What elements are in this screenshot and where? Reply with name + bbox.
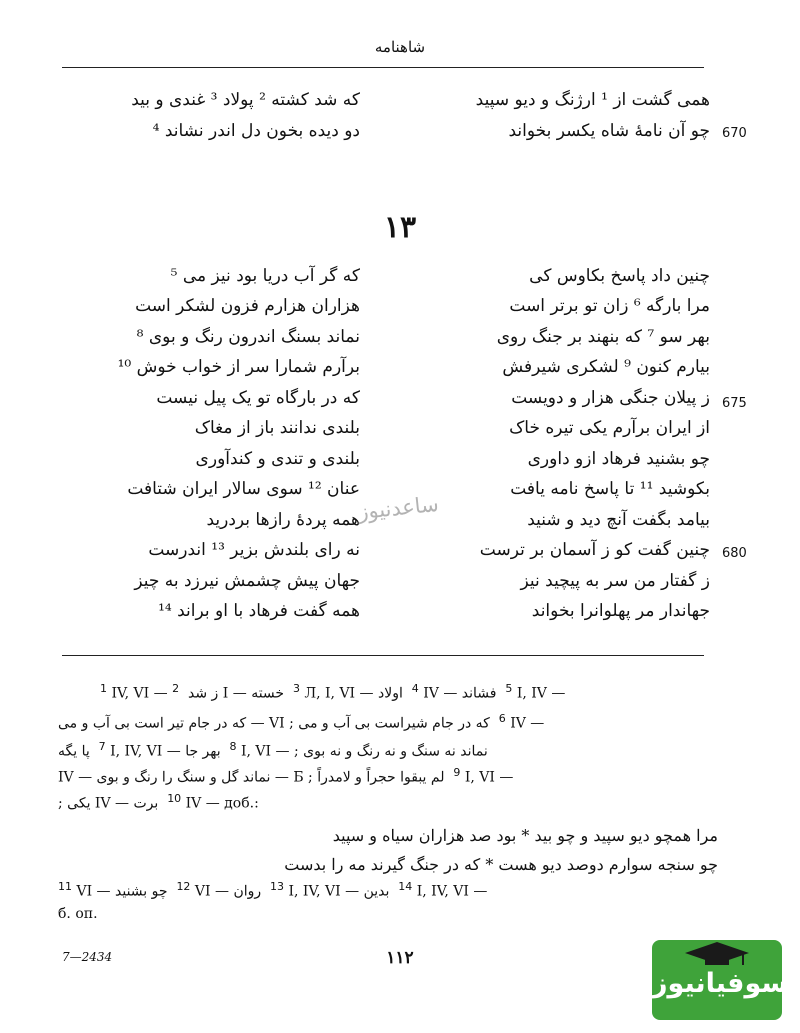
fn-13-tag: I, IV, VI — <box>288 883 360 900</box>
fn-3-tag: Л, I, VI — <box>304 685 374 702</box>
footnote-line-4 <box>58 766 513 786</box>
fn-8b-tag: IV — <box>58 769 93 786</box>
fn-4-tag: IV — <box>423 685 458 702</box>
verse-4-left: برآرم شمارا سر از خواب خوش ¹⁰ <box>117 357 360 377</box>
fn-5-num: 5 <box>505 682 513 695</box>
verse-8-left: عنان ¹² سوی سالار ایران شتافت <box>127 479 360 499</box>
fn-7-tag: I, IV, VI — <box>110 743 181 760</box>
verse-6-right: از ایران برآرم یکی تیره خاک <box>509 418 710 438</box>
footnote-line-8 <box>58 880 487 900</box>
fn-8-tag: I, VI — <box>241 743 290 760</box>
fn-2-text: خسته <box>251 685 285 702</box>
verse-12-left: همه گفت فرهاد با او براند ¹⁴ <box>158 601 360 621</box>
fn-9-tag: I, VI — <box>464 769 514 786</box>
verse-6-left: بلندی ندانند باز از مغاک <box>194 418 360 438</box>
verse-9-right: بیامد بگفت آنچ دید و شنید <box>527 510 710 530</box>
fn-1-num: 1 <box>100 682 107 695</box>
fn-5-text: که در جام شیراست بی آب و می ; VI — که در جام تیر است بی آب و می <box>58 715 490 732</box>
fn-8-text: نماند نه سنگ و نه رنگ و نه بوی ; <box>293 743 488 760</box>
line-number-670: 670 <box>722 126 747 141</box>
page-number: ۱۱۲ <box>386 948 414 968</box>
top-verse-2-left: دو دیده بخون دل اندر نشاند ⁴ <box>152 121 360 141</box>
fn-12-text: روان <box>233 883 262 900</box>
footnote-line-7: چو سنجه سوارم دوصد دیو هست * که در جنگ گیرند مه را بدست <box>284 855 718 874</box>
line-number-675: 675 <box>722 396 747 411</box>
fn-9b-text: برت <box>133 795 159 812</box>
fn-4-text: فشاند <box>461 685 497 702</box>
fn-8b-text: لم يبقوا حجراً و لامدراً ; Б — نماند گل و سنگ را رنگ و بوی <box>96 769 445 786</box>
verse-12-right: جهاندار مر پهلوانرا بخواند <box>531 601 710 621</box>
fn-3-text: اولاد <box>378 685 403 702</box>
verse-10-right: چنین گفت کو ز آسمان بر ترست <box>479 540 710 560</box>
fn-9-num: 9 <box>453 766 461 779</box>
footnote-line-6: مرا همچو دیو سپید و چو بید * بود صد هزاران سیاه و سپید <box>332 826 718 845</box>
fn-1-tag: IV, VI — ز <box>111 685 219 702</box>
fn-10-num: 10 <box>167 792 182 805</box>
fn-11-num: 11 <box>58 880 72 893</box>
verse-5-right: ز پیلان جنگی هزار و دویست <box>511 388 710 408</box>
fn-11-text: چو بشنید <box>115 883 168 900</box>
verse-5-left: که در بارگاه تو یک پیل نیست <box>156 388 360 408</box>
verse-2-left: هزاران هزارم فزون لشکر است <box>135 296 360 316</box>
fn-5-tag: I, IV — <box>516 685 566 702</box>
top-verse-1-left: که شد کشته ² پولاد ³ غندی و بید <box>131 90 360 110</box>
fn-3-num: 3 <box>292 682 300 695</box>
fn-7-num: 7 <box>98 740 106 753</box>
fn-11-tag: VI — <box>76 883 111 900</box>
verse-11-left: جهان پیش چشمش نیرزد به چیز <box>134 571 360 591</box>
verse-3-right: بهر سو ⁷ که بنهند بر جنگ روی <box>496 327 710 347</box>
print-code: 7—2434 <box>62 950 113 964</box>
verse-1-right: چنین داد پاسخ بکاوس کی <box>529 266 710 286</box>
fn-2-num: 2 <box>172 682 180 695</box>
fn-2-tag: I — <box>222 685 247 702</box>
fn-8-num: 8 <box>229 740 237 753</box>
graduation-cap-icon <box>683 940 751 968</box>
fn-14-num: 14 <box>398 880 413 893</box>
footnote-line-9: б. оп. <box>58 906 98 922</box>
verse-2-right: مرا بارگه ⁶ زان تو برتر است <box>509 296 710 316</box>
footnote-line-2 <box>58 712 544 732</box>
fn-9-text: یکی ; <box>58 795 91 812</box>
fn-14-tag: I, IV, VI — <box>416 883 488 900</box>
fn-1-text: شد <box>188 685 208 702</box>
verse-4-right: بیارم کنون ⁹ لشکری شیرفش <box>502 357 710 377</box>
verse-7-left: بلندی و تندی و کندآوری <box>195 449 360 469</box>
news-badge-text: سوفیانیوز <box>652 968 788 999</box>
fn-4-num: 4 <box>411 682 419 695</box>
fn-6-text: پا یگه <box>58 743 90 760</box>
footnote-line-3 <box>58 740 488 760</box>
verse-10-left: نه رای بلندش بزیر ¹³ اندرست <box>148 540 360 560</box>
fn-7-text: بهر جا <box>185 743 221 760</box>
fn-6-num: 6 <box>498 712 506 725</box>
top-verse-1-right: همی گشت از ¹ ارژنگ و دیو سپید <box>475 90 710 110</box>
footnote-line-1 <box>100 682 565 702</box>
verse-11-right: ز گفتار من سر به پیچید نیز <box>520 571 710 591</box>
header-rule <box>62 67 704 68</box>
verse-8-right: بکوشید ¹¹ تا پاسخ نامه یافت <box>510 479 710 499</box>
verse-7-right: چو بشنید فرهاد ازو داوری <box>527 449 710 469</box>
footnote-rule <box>62 655 704 656</box>
page-header-title: شاهنامه <box>374 38 426 56</box>
fn-12-num: 12 <box>176 880 191 893</box>
section-number: ۱۳ <box>383 210 417 245</box>
fn-13-text: بدین <box>363 883 390 900</box>
footnote-line-5 <box>58 792 259 812</box>
verse-3-left: نماند بسنگ اندرون رنگ و بوی ⁸ <box>136 327 360 347</box>
fn-9b-tag: IV — <box>94 795 130 812</box>
line-number-680: 680 <box>722 546 747 561</box>
verse-1-left: که گر آب دریا بود نیز می ⁵ <box>170 266 360 286</box>
fn-13-num: 13 <box>270 880 285 893</box>
watermark-text: ساعدنیوز <box>356 491 440 525</box>
top-verse-2-right: چو آن نامهٔ شاه یکسر بخواند <box>508 121 710 141</box>
fn-10-tag: IV — доб.: <box>185 795 259 812</box>
fn-6-tag: IV — <box>510 715 545 732</box>
fn-12-tag: VI — <box>194 883 229 900</box>
verse-9-left: همه پردهٔ رازها بردرید <box>206 510 360 530</box>
